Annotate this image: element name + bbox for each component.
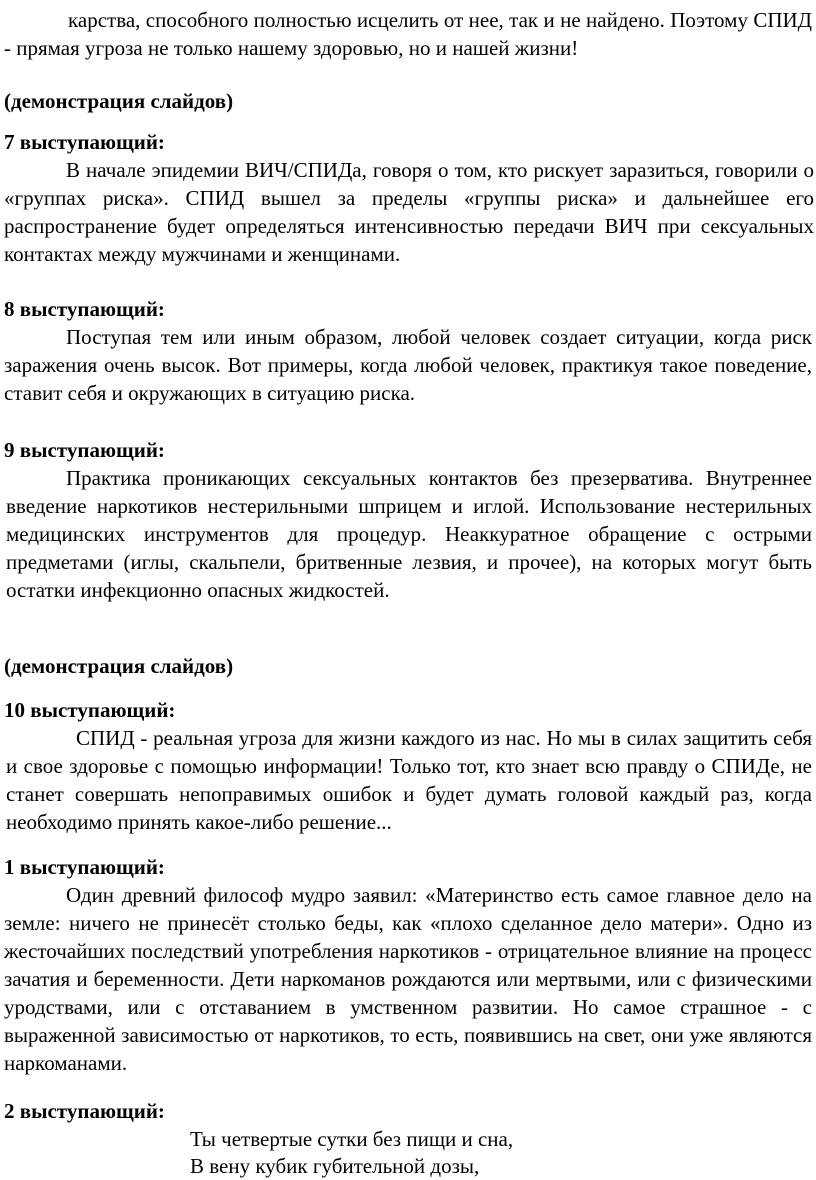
speaker-2-heading: 2 выступающий:	[4, 1099, 165, 1123]
poem-line-1: Ты четвертые сутки без пищи и сна,	[190, 1127, 514, 1151]
slides-demo-note-1: (демонстрация слайдов)	[4, 89, 234, 113]
speaker-7-text: В начале эпидемии ВИЧ/СПИДа, говоря о том, кто рискует заразиться, говорили о «группах риска». СПИД вышел за пределы «группы риска» и дальнейшее его распространение будет определяться интенсивностью передачи ВИЧ при сексуальных контактах между мужчинами и женщинами.	[4, 158, 814, 266]
slides-demo-note-2: (демонстрация слайдов)	[4, 654, 234, 678]
speaker-8-heading: 8 выступающий:	[4, 297, 165, 321]
speaker-7-heading: 7 выступающий:	[4, 130, 165, 154]
intro-paragraph: карства, способного полностью исцелить от нее, так и не найдено. Поэтому СПИД - прямая угроза не только нашему здоровью, но и нашей жизни!	[4, 8, 812, 60]
speaker-9-text: Практика проникающих сексуальных контактов без презерватива. Внутреннее введение наркотиков нестерильными шприцем и иглой. Использование нестерильных медицинских инструментов для процедур. Неаккуратное обращение с острыми предметами (иглы, скальпели, бритвенные лезвия, и прочее), на которых могут быть остатки инфекционно опасных жидкостей.	[6, 466, 812, 602]
speaker-1-heading: 1 выступающий:	[4, 855, 165, 879]
speaker-10-text: СПИД - реальная угроза для жизни каждого из нас. Но мы в силах защитить себя и свое здоровье с помощью информации! Только тот, кто знает всю правду о СПИДе, не станет совершать непоправимых ошибок и будет думать головой каждый раз, когда необходимо принять какое-либо решение...	[6, 726, 812, 834]
speaker-10-heading: 10 выступающий:	[4, 698, 176, 722]
speaker-9-heading: 9 выступающий:	[4, 438, 165, 462]
speaker-1-text: Один древний философ мудро заявил: «Материнство есть самое главное дело на земле: ничего не принесёт столько беды, как «плохо сделанное дело матери». Одно из жесточайших последствий употребления наркотиков - отрицательное влияние на процесс зачатия и беременности. Дети наркоманов рождаются или мертвыми, или с физическими уродствами, или с отставанием в умственном развитии. Но самое страшное - с выраженной зависимостью от наркотиков, то есть, появившись на свет, они уже являются наркоманами.	[4, 883, 812, 1075]
speaker-8-text: Поступая тем или иным образом, любой человек создает ситуации, когда риск заражения очень высок. Вот примеры, когда любой человек, практикуя такое поведение, ставит себя и окружающих в ситуацию риска.	[4, 325, 812, 405]
poem-line-2: В вену кубик губительной дозы,	[190, 1154, 480, 1178]
